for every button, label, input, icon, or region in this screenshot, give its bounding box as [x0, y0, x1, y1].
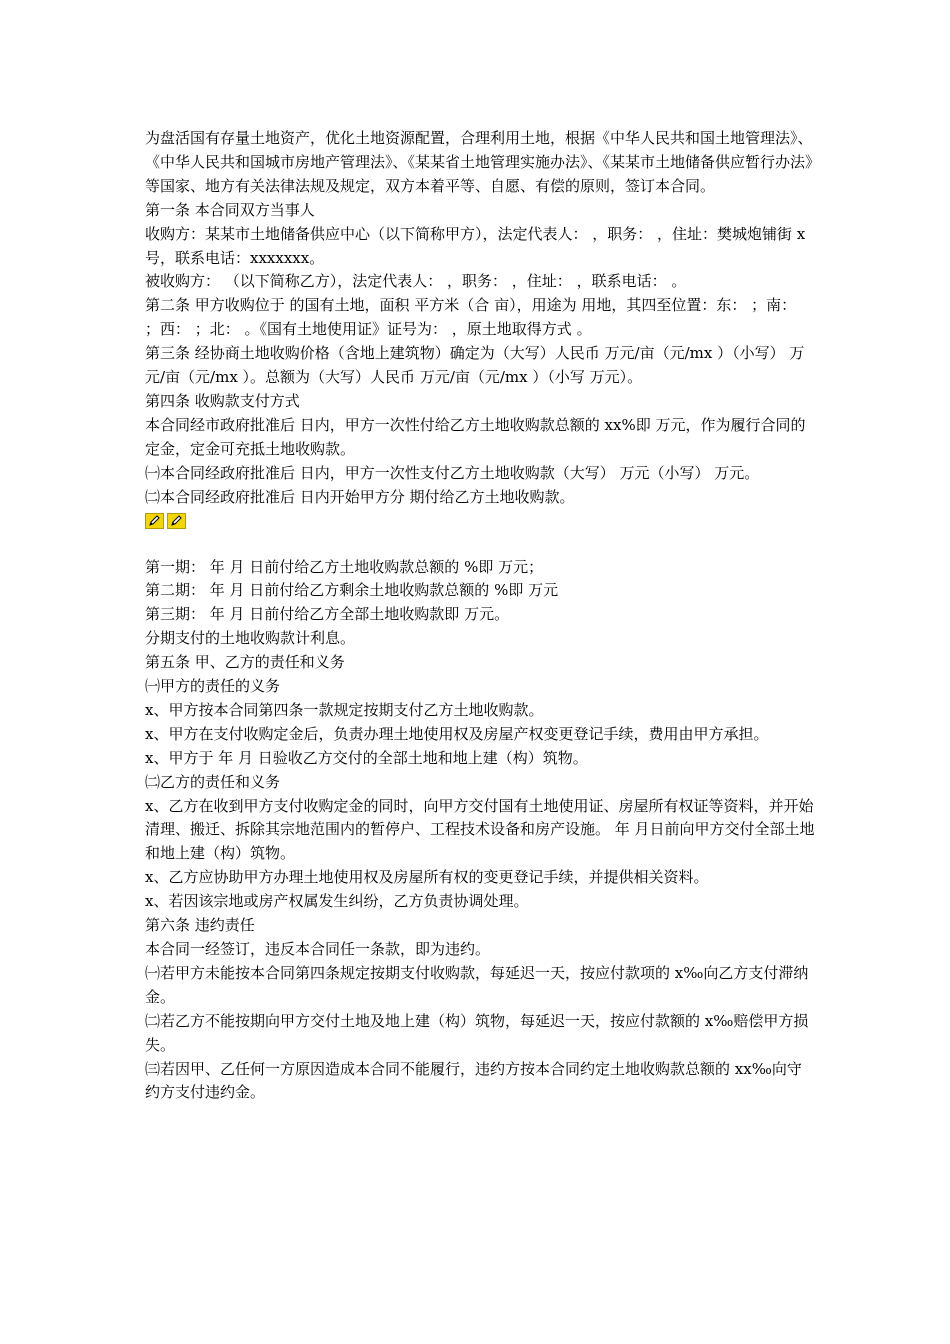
seller-paragraph: 被收购方： （以下简称乙方），法定代表人： ，职务： ，住址： ，联系电话： 。 — [145, 272, 687, 291]
installment-3: 第三期： 年 月 日前付给乙方全部土地收购款即 万元。 — [145, 605, 510, 624]
lump-sum-clause: ㈠本合同经政府批准后 日内，甲方一次性支付乙方土地收购款（大写） 万元（小写） 万元。 — [145, 463, 760, 482]
contract-document — [145, 127, 815, 1105]
party-b-duties-heading: ㈡乙方的责任和义务 — [145, 772, 281, 791]
pencil-edit-icon[interactable] — [167, 513, 186, 529]
breach-clause: ㈠若甲方未能按本合同第四条规定按期支付收购款，每延迟一天，按应付款项的 x‰向乙方支付滞纳金。 — [145, 963, 809, 1006]
purchaser-paragraph: 收购方：某某市土地储备供应中心（以下简称甲方），法定代表人： ，职务： ，住址：樊城炮铺街 x 号，联系电话：xxxxxxx。 — [145, 224, 806, 267]
installment-2: 第二期： 年 月 日前付给乙方剩余土地收购款总额的 %即 万元 — [145, 581, 559, 600]
article-2-paragraph: 第二条 甲方收购位于 的国有土地，面积 平方米（合 亩），用途为 用地，其四至位置：东： ；南： ；西： ；北： 。《国有土地使用证》证号为： ，原土地取得方式 。 — [145, 296, 797, 339]
article-1-heading: 第一条 本合同双方当事人 — [145, 200, 315, 219]
party-a-duty: x、甲方于 年 月 日验收乙方交付的全部土地和地上建（构）筑物。 — [145, 748, 588, 767]
article-4-heading: 第四条 收购款支付方式 — [145, 391, 300, 410]
party-a-duties-heading: ㈠甲方的责任的义务 — [145, 677, 281, 696]
installment-clause: ㈡本合同经政府批准后 日内开始甲方分 期付给乙方土地收购款。 — [145, 487, 575, 506]
preamble-paragraph: 为盘活国有存量土地资产，优化土地资源配置，合理利用土地，根据《中华人民共和国土地管理法》、《中华人民共和国城市房地产管理法》、《某某省土地管理实施办法》、《某某市土地储备供应暂行办法》等国家、地方有关法律法规及规定，双方本着平等、自愿、有偿的原则，签订本合同。 — [145, 129, 813, 195]
breach-clause: ㈢若因甲、乙任何一方原因造成本合同不能履行，违约方按本合同约定土地收购款总额的 xx‰向守约方支付违约金。 — [145, 1059, 802, 1102]
installment-1: 第一期： 年 月 日前付给乙方土地收购款总额的 %即 万元； — [145, 557, 544, 576]
edit-icons-row — [145, 510, 815, 532]
article-6-heading: 第六条 违约责任 — [145, 916, 255, 935]
party-b-duty: x、乙方在收到甲方支付收购定金的同时，向甲方交付国有土地使用证、房屋所有权证等资料，并开始清理、搬迁、拆除其宗地范围内的暂停户、工程技术设备和房产设施。 年 月日前向甲方交付全部土地和地上建（构）筑物。 — [145, 796, 815, 863]
article-3-paragraph: 第三条 经协商土地收购价格（含地上建筑物）确定为（大写）人民币 万元/亩（元/mx ）（小写） 万元/亩（元/mx ）。总额为（大写）人民币 万元/亩（元/mx ）（小写 万元）。 — [145, 344, 805, 387]
pencil-edit-icon[interactable] — [145, 513, 164, 529]
party-b-duty: x、若因该宗地或房产权属发生纠纷，乙方负责协调处理。 — [145, 892, 529, 911]
breach-clause: ㈡若乙方不能按期向甲方交付土地及地上建（构）筑物，每延迟一天，按应付款额的 x‰赔偿甲方损失。 — [145, 1011, 809, 1054]
deposit-paragraph: 本合同经市政府批准后 日内，甲方一次性付给乙方土地收购款总额的 xx%即 万元，作为履行合同的定金，定金可充抵土地收购款。 — [145, 415, 806, 458]
interest-note: 分期支付的土地收购款计利息。 — [145, 629, 356, 648]
party-b-duty: x、乙方应协助甲方办理土地使用权及房屋所有权的变更登记手续，并提供相关资料。 — [145, 868, 709, 887]
breach-definition: 本合同一经签订，违反本合同任一条款，即为违约。 — [145, 940, 491, 958]
party-a-duty: x、甲方按本合同第四条一款规定按期支付乙方土地收购款。 — [145, 700, 544, 719]
party-a-duty: x、甲方在支付收购定金后，负责办理土地使用权及房屋产权变更登记手续，费用由甲方承担。 — [145, 724, 769, 743]
article-5-heading: 第五条 甲、乙方的责任和义务 — [145, 653, 345, 672]
